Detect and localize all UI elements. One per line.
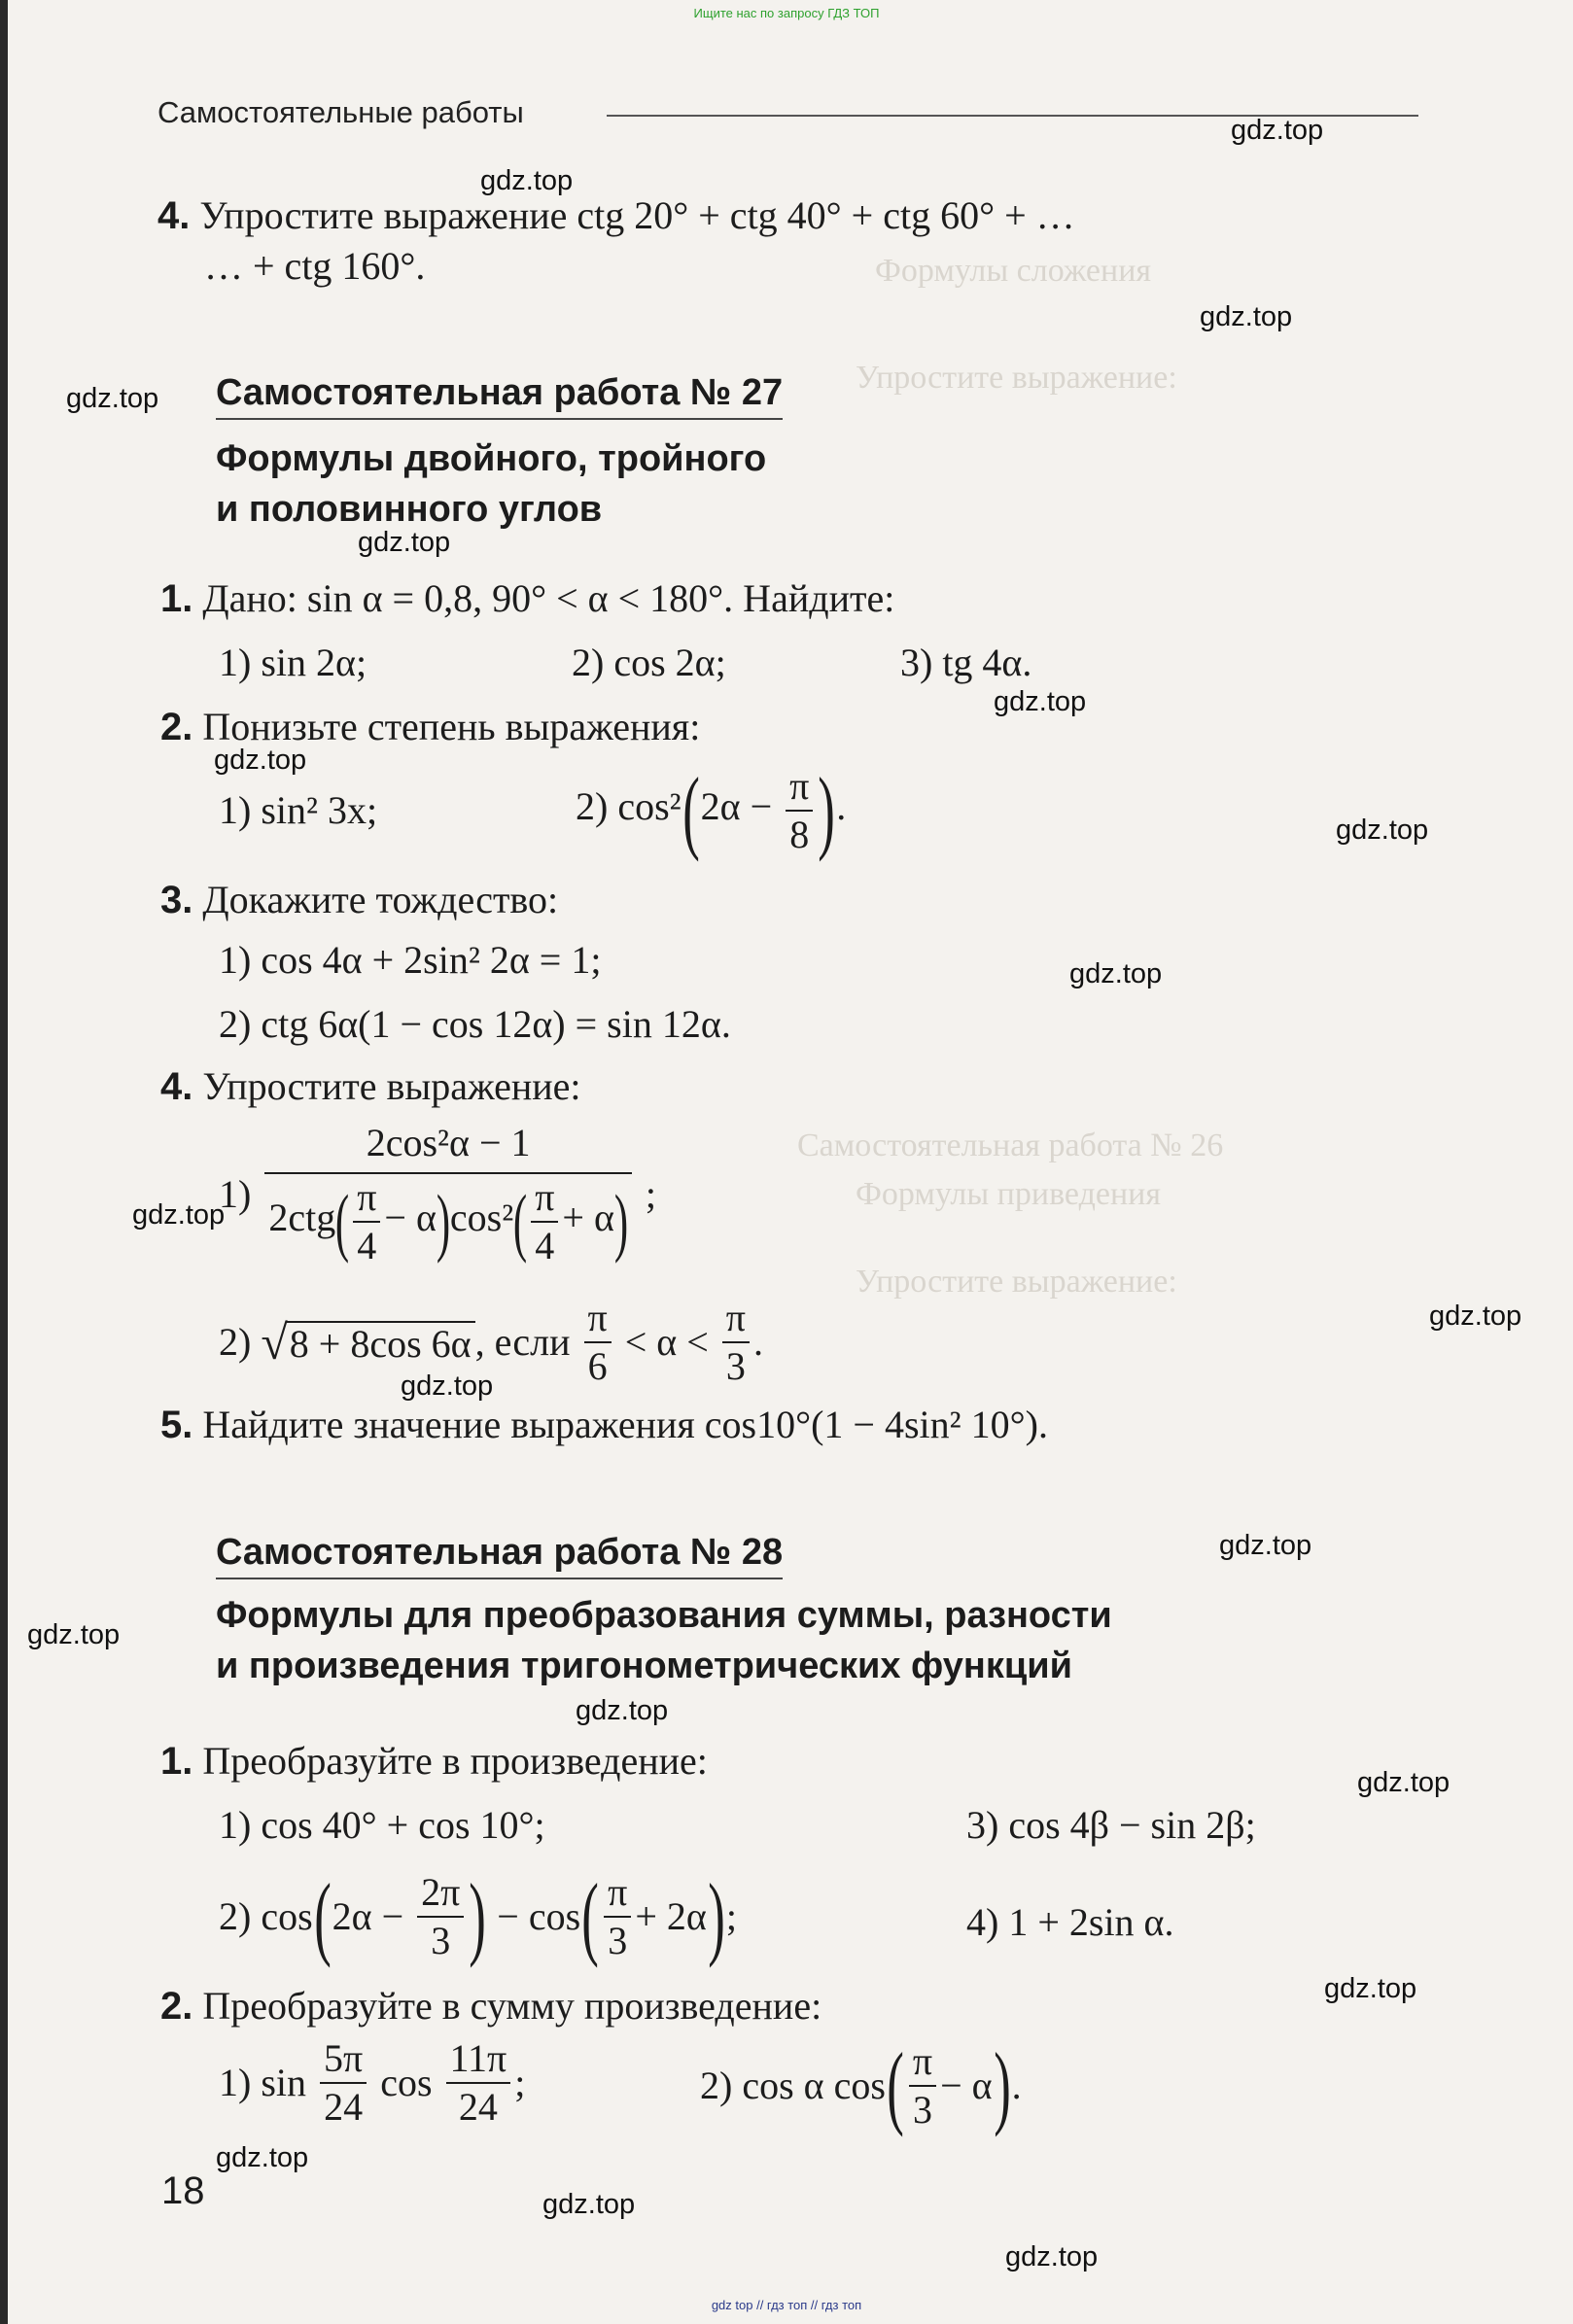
bottom-banner: gdz top // гдз топ // гдз топ [711, 2298, 862, 2312]
task-2: 2. Преобразуйте в сумму произведение: [160, 1984, 822, 2028]
work-27-topic: Формулы двойного, тройного и половинного углов [216, 438, 767, 530]
task-3-a: 1) cos 4α + 2sin² 2α = 1; [219, 938, 602, 982]
page-number: 18 [161, 2169, 205, 2212]
bleed-through: Формулы приведения [856, 1176, 1161, 1212]
work-27-title: Самостоятельная работа № 27 [216, 372, 783, 420]
watermark: gdz.top [358, 527, 451, 558]
watermark: gdz.top [1005, 2241, 1099, 2272]
watermark: gdz.top [401, 1370, 494, 1402]
task-5: 5. Найдите значение выражения cos10°(1 − 4sin² 10°). [160, 1403, 1048, 1446]
top-banner: Ищите нас по запросу ГДЗ ТОП [693, 6, 880, 20]
watermark: gdz.top [576, 1695, 669, 1726]
watermark: gdz.top [216, 2142, 309, 2173]
task-1-d: 4) 1 + 2sin α. [966, 1900, 1174, 1944]
task-3-b: 2) ctg 6α(1 − cos 12α) = sin 12α. [219, 1002, 731, 1046]
watermark: gdz.top [1324, 1973, 1417, 2004]
watermark: gdz.top [1429, 1301, 1522, 1332]
task-1: 1. Дано: sin α = 0,8, 90° < α < 180°. Найдите: [160, 576, 895, 620]
page-binding-edge [0, 0, 8, 2324]
watermark: gdz.top [1336, 815, 1429, 846]
prev-task-line1 [157, 193, 1075, 237]
task-text: Упростите выражение ctg 20° + ctg 40° + ctg 60° + … [199, 193, 1075, 237]
task-2: 2. Понизьте степень выражения: [160, 705, 701, 748]
task-1: 1. Преобразуйте в произведение: [160, 1739, 708, 1783]
task-2-a: 1) sin² 3x; [219, 788, 378, 832]
bleed-through: Упростите выражение: [856, 360, 1177, 396]
task-2-a: 1) sin $\frac{5\pi}{24}$ cos $\frac{11\pi}{24}$ ; [219, 2036, 526, 2129]
task-number: 4. [157, 194, 191, 237]
work-28-title: Самостоятельная работа № 28 [216, 1532, 783, 1579]
watermark: gdz.top [1200, 301, 1293, 332]
fraction: 2cos²α − 1 2ctg( $\frac{\pi}{4}$ − α)cos²( $\frac{\pi}{4}$ + α) [264, 1124, 632, 1266]
task-4: 4. Упростите выражение: [160, 1064, 581, 1108]
watermark: gdz.top [132, 1199, 226, 1231]
task-1-b: 2) cos 2α; [572, 641, 726, 684]
watermark: gdz.top [1231, 115, 1324, 146]
watermark: gdz.top [1357, 1767, 1451, 1798]
bleed-through: Самостоятельная работа № 26 [797, 1127, 1224, 1163]
task-1-a: 1) sin 2α; [219, 641, 367, 684]
watermark: gdz.top [480, 165, 574, 196]
fraction: $\frac{\pi}{8}$ [786, 767, 813, 854]
task-3: 3. Докажите тождество: [160, 878, 559, 921]
running-head: Самостоятельные работы [157, 95, 524, 129]
watermark: gdz.top [994, 686, 1087, 717]
watermark: gdz.top [214, 745, 307, 776]
bleed-through: Упростите выражение: [856, 1264, 1177, 1300]
task-1-c: 3) tg 4α. [900, 641, 1032, 684]
watermark: gdz.top [1069, 958, 1163, 989]
watermark: gdz.top [1219, 1530, 1312, 1561]
watermark: gdz.top [542, 2189, 636, 2220]
prev-task-line2: … + ctg 160°. [204, 244, 426, 288]
task-2-b: 2) cos²(2α − $\frac{\pi}{8}$ ). [576, 758, 847, 862]
bleed-through: Формулы сложения [875, 253, 1152, 289]
task-1-b: 2) cos(2α − $\frac{2\pi}{3}$ ) − cos( $\frac{\pi}{3}$ + 2α); [219, 1864, 737, 1968]
task-4-a: 1) 2cos²α − 1 2ctg( $\frac{\pi}{4}$ − α)cos²( $\frac{\pi}{4}$ + α) ; [219, 1121, 657, 1267]
task-1-a: 1) cos 40° + cos 10°; [219, 1803, 545, 1847]
task-2-b: 2) cos α cos( $\frac{\pi}{3}$ − α). [700, 2033, 1022, 2137]
task-4-b: 2) √8 + 8cos 6α , если $\frac{\pi}{6}$ < α < $\frac{\pi}{3}$ . [219, 1296, 763, 1388]
watermark: gdz.top [27, 1619, 121, 1650]
work-28-topic: Формулы для преобразования суммы, разности и произведения тригонометрических функций [216, 1595, 1112, 1686]
watermark: gdz.top [66, 383, 159, 414]
task-1-c: 3) cos 4β − sin 2β; [966, 1803, 1256, 1847]
